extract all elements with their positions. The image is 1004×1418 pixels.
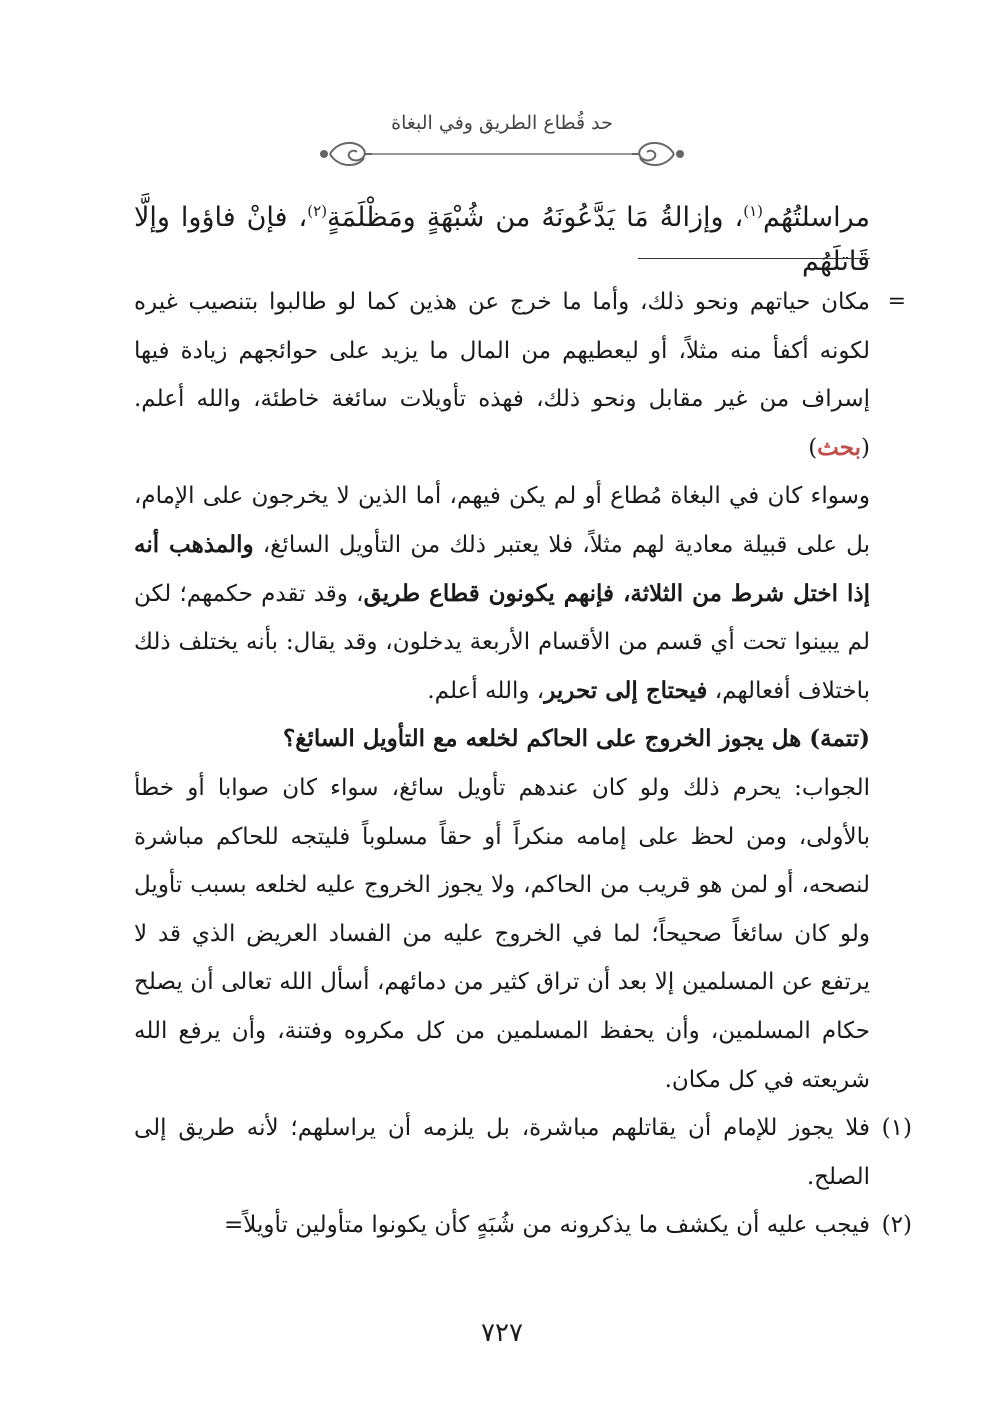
bold-text: والمذهب أنه إذا اختل شرط من الثلاثة، فإنهم يكونون قطاع طريق — [134, 530, 870, 607]
footnote-ref-2[interactable]: (٢) — [307, 202, 328, 220]
footnote-number: (١) — [881, 1115, 912, 1142]
notes-section — [134, 278, 912, 1250]
note-paragraph-2 — [134, 472, 870, 715]
main-text-part: ، فإنْ فاؤوا وإلَّا قَاتلَهُم — [134, 202, 870, 277]
note-paragraph-1 — [134, 278, 906, 472]
paren: ) — [808, 434, 818, 461]
continuation-mark: = — [887, 289, 906, 314]
header-ornament-icon — [302, 136, 702, 172]
footnote-divider — [638, 258, 870, 259]
footnote-ref-1[interactable]: (١) — [743, 202, 763, 220]
header-title: حد قُطاع الطريق وفي البغاة — [391, 112, 613, 134]
main-text-part: ، وإزالةُ مَا يَدَّعُونَهُ من شُبْهَةٍ ومَظْلَمَةٍ — [327, 202, 744, 233]
bahth-label: بحث — [817, 433, 862, 461]
supplement-heading: (تتمة) هل يجوز الخروج على الحاكم لخلعه مع التأويل السائغ؟ — [283, 725, 870, 753]
note-text: وسواء كان في البغاة مُطاع أو لم يكن فيهم، أما الذين لا يخرجون على الإمام، بل على قبيلة معادية لهم مثلاً، فلا يعتبر ذلك من التأويل السائغ، — [134, 483, 870, 558]
footnote-text: فلا يجوز للإمام أن يقاتلهم مباشرة، بل يلزمه أن يراسلهم؛ لأنه طريق إلى الصلح. — [134, 1115, 870, 1190]
answer-paragraph: الجواب: يحرم ذلك ولو كان عندهم تأويل سائغ، سواء كان صوابا أو خطأ بالأولى، ومن لحظ على إمامه منكراً أو حقاً مسلوباً فليتجه للحاكم مباشرة لنصحه، أو لمن هو قريب من الحاكم، ولا يجوز الخروج عليه لخلعه بسبب تأويل ولو كان سائغاً صحيحاً؛ لما في الخروج عليه من الفساد العريض الذي قد لا يرتفع عن المسلمين إلا بعد أن تراق كثير من دمائهم، أسأل الله تعالى أن يصلح حكام المسلمين، وأن يحفظ المسلمين من كل مكروه وفتنة، وأن يرفع الله شريعته في كل مكان. — [134, 774, 870, 1093]
footnote-number: (٢) — [881, 1212, 912, 1239]
note-text: ، وقد تقدم حكمهم؛ لكن لم يبينوا تحت أي قسم من الأقسام الأربعة يدخلون، وقد يقال: بأنه يختلف ذلك باختلاف أفعالهم، — [134, 580, 870, 704]
page-number: ٧٢٧ — [481, 1318, 523, 1348]
note-text: مكان حياتهم ونحو ذلك، وأما ما خرج عن هذين كما لو طالبوا بتنصيب غيره لكونه أكفأ منه مثلاً، أو ليعطيهم من المال ما يزيد على حوائجهم زيادة فيها إسراف من غير مقابل ونحو ذلك، فهذه تأويلات سائغة خاطئة، والله أعلم. — [134, 289, 870, 413]
paren: ( — [861, 434, 870, 461]
main-text-part: مراسلتُهُم — [763, 202, 870, 233]
footnote-1 — [134, 1104, 912, 1201]
note-text: ، والله أعلم. — [427, 677, 545, 704]
main-text-line — [134, 196, 870, 284]
footnote-text: فيجب عليه أن يكشف ما يذكرونه من شُبَهٍ كأن يكونوا متأولين تأويلاً= — [223, 1212, 870, 1239]
bold-text: فيحتاج إلى تحرير — [544, 676, 708, 704]
running-header — [300, 112, 704, 172]
footnote-2 — [134, 1201, 912, 1250]
